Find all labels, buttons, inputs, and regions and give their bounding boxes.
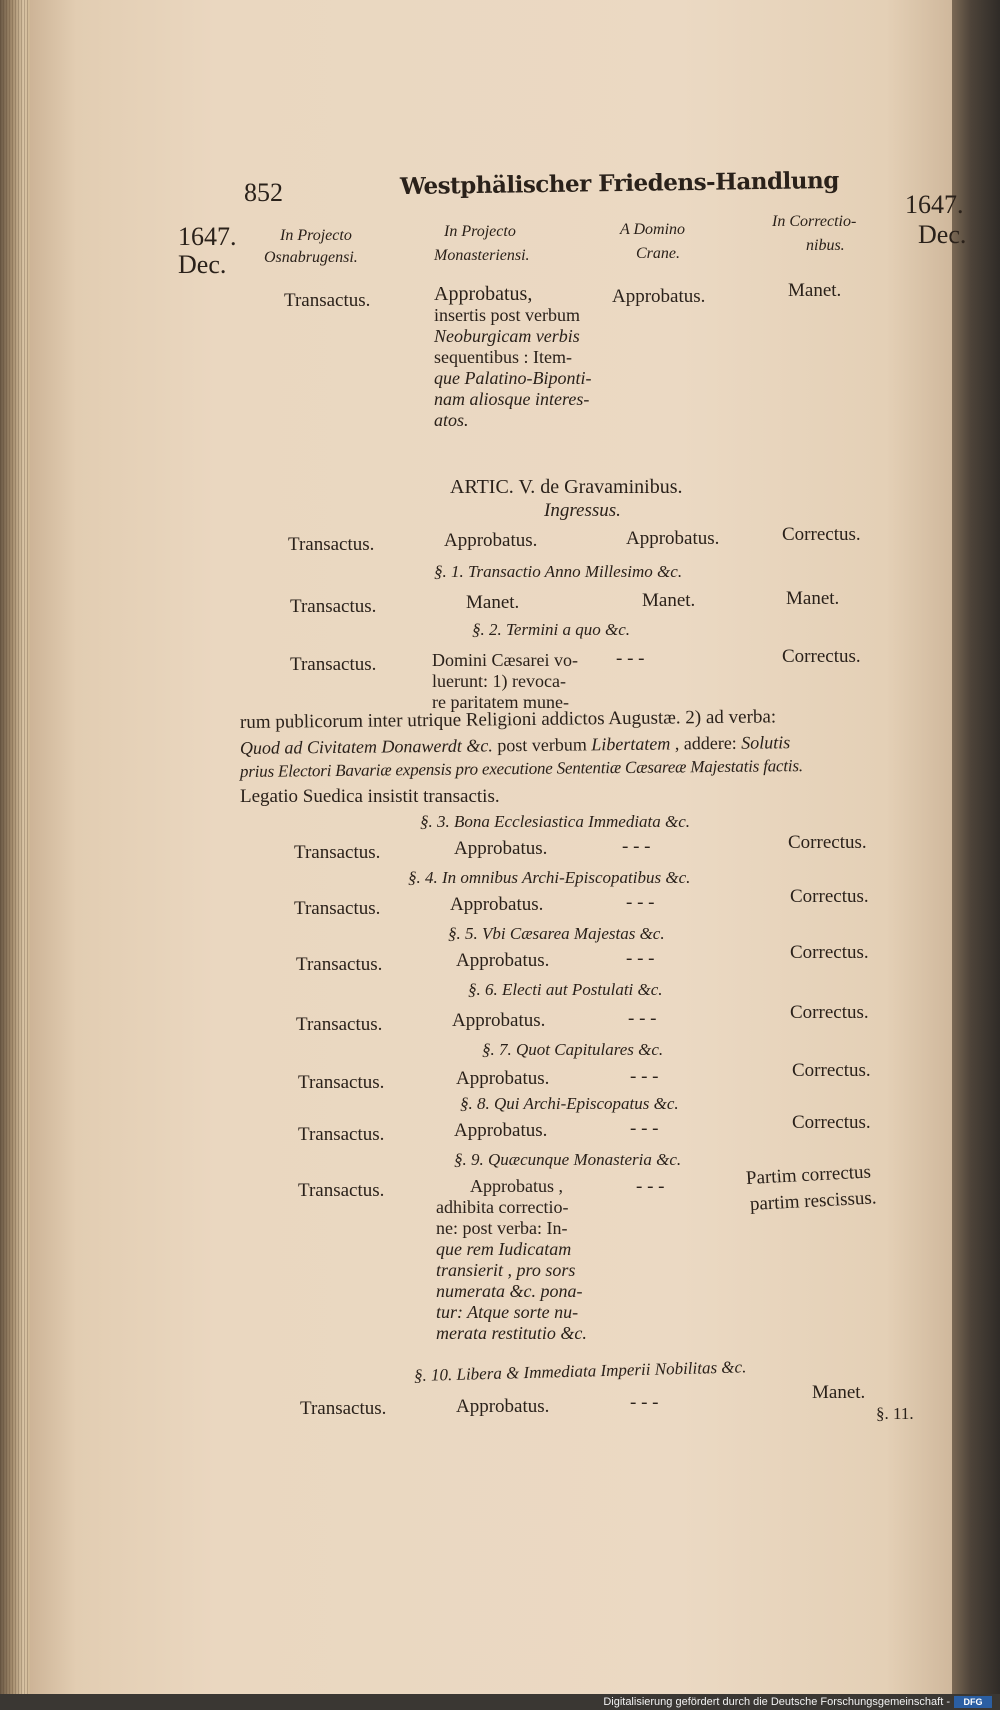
section5-col1: Transactus. [296, 954, 383, 975]
section4-heading: §. 4. In omnibus Archi-Episcopatibus &c. [408, 868, 691, 887]
running-head: Westphälischer Friedens-Handlung [399, 166, 839, 201]
catchword: §. 11. [876, 1404, 914, 1423]
row0-col2-line: Approbatus, [434, 283, 533, 305]
col1-heading-line1: In Projecto [280, 227, 352, 244]
section6-col4: Correctus. [790, 1002, 869, 1023]
section1-heading: §. 1. Transactio Anno Millesimo &c. [434, 562, 683, 581]
col1-heading-line2: Osnabrugensi. [264, 249, 358, 266]
section2-col2-block [432, 650, 612, 713]
section3-heading: §. 3. Bona Ecclesiastica Immediata &c. [420, 812, 691, 831]
row0-col2-line: atos. [434, 410, 469, 430]
section5-heading: §. 5. Vbi Cæsarea Majestas &c. [448, 924, 665, 943]
section7-col2: Approbatus. [456, 1068, 550, 1089]
section8-col1: Transactus. [298, 1124, 385, 1145]
continuation-phrase: Quod ad Civitatem Donawerdt &c. [239, 735, 493, 758]
section6-col2: Approbatus. [452, 1010, 546, 1031]
section5-col2: Approbatus. [456, 950, 550, 971]
section7-col1: Transactus. [298, 1072, 385, 1093]
section10-col4: Manet. [812, 1382, 866, 1403]
section9-col2-line: ne: post verba: In- [436, 1218, 568, 1238]
section2-col2-line: re paritatem mune- [432, 692, 569, 712]
section8-col4: Correctus. [792, 1112, 871, 1133]
section3-col1: Transactus. [294, 842, 381, 863]
section10-heading: §. 10. Libera & Immediata Imperii Nobilitas &c. [413, 1357, 747, 1385]
row0-col2-line: insertis post verbum [434, 305, 580, 325]
section7-dashes: - - - [630, 1066, 659, 1087]
section4-col2: Approbatus. [450, 894, 544, 915]
section6-col1: Transactus. [296, 1014, 383, 1035]
section2-col2-line: luerunt: 1) revoca- [432, 671, 566, 691]
section3-col4: Correctus. [788, 832, 867, 853]
section9-dashes: - - - [636, 1176, 665, 1197]
ingressus-col4: Correctus. [782, 524, 861, 545]
section5-col4: Correctus. [790, 942, 869, 963]
continuation-phrase: post verbum [492, 734, 592, 756]
row0-col2-line: sequentibus : Item- [434, 347, 572, 367]
continuation-phrase: Libertatem [591, 733, 671, 755]
section9-col2-block [436, 1176, 626, 1344]
section1-col4: Manet. [786, 588, 840, 609]
section9-col2-line: que rem Iudicatam [436, 1239, 572, 1259]
section2-heading: §. 2. Termini a quo &c. [472, 620, 631, 639]
article-title: ARTIC. V. de Gravaminibus. [450, 476, 683, 498]
row0-col2-line: Neoburgicam verbis [434, 326, 580, 346]
section8-heading: §. 8. Qui Archi-Episcopatus &c. [460, 1094, 679, 1113]
footer-credit: Digitalisierung gefördert durch die Deutsche Forschungsgemeinschaft - [603, 1696, 950, 1708]
col4-heading-line1: In Correctio- [772, 213, 857, 230]
row0-col1: Transactus. [284, 290, 371, 311]
row0-col2-block [434, 284, 614, 431]
row0-col3: Approbatus. [612, 286, 706, 307]
section9-col2-line: transierit , pro sors [436, 1260, 576, 1280]
col4-heading-line2: nibus. [806, 237, 845, 254]
continuation-phrase: , addere: [670, 732, 742, 754]
page-number: 852 [244, 178, 283, 207]
section2-continuation-line3: prius Electori Bavariæ expensis pro executione Sententiæ Cæsareæ Majestatis factis. [239, 756, 803, 781]
section3-dashes: - - - [622, 836, 651, 857]
section8-col2: Approbatus. [454, 1120, 548, 1141]
section9-col2-line: adhibita correctio- [436, 1197, 569, 1217]
ingressus-col2: Approbatus. [444, 530, 538, 551]
article-ingressus: Ingressus. [544, 500, 621, 521]
col3-heading-line1: A Domino [620, 221, 686, 238]
section10-dashes: - - - [630, 1392, 659, 1413]
continuation-phrase: Solutis [741, 732, 791, 753]
section9-col2-line: merata restitutio &c. [436, 1323, 587, 1343]
section2-continuation-line1: rum publicorum inter utrique Religioni addictos Augustæ. 2) ad verba: [239, 706, 777, 733]
section1-col2: Manet. [466, 592, 520, 613]
book-left-edge [0, 0, 34, 1700]
section9-col4-line2: partim rescissus. [749, 1187, 878, 1215]
year-left: 1647. [178, 222, 237, 251]
section2-dashes: - - - [616, 648, 645, 669]
ingressus-col3: Approbatus. [626, 528, 720, 549]
row0-col2-line: que Palatino-Biponti- [434, 368, 592, 388]
section2-col1: Transactus. [290, 654, 377, 675]
col3-heading-line2: Crane. [636, 245, 680, 262]
section10-col2: Approbatus. [456, 1396, 550, 1417]
book-right-shadow [952, 0, 1000, 1694]
section9-col1: Transactus. [298, 1180, 385, 1201]
section9-col2-line: tur: Atque sorte nu- [436, 1302, 579, 1322]
section4-col1: Transactus. [294, 898, 381, 919]
year-right: 1647. [905, 190, 964, 219]
section2-col4: Correctus. [782, 646, 861, 667]
section3-col2: Approbatus. [454, 838, 548, 859]
section2-continuation-line4: Legatio Suedica insistit transactis. [240, 786, 500, 807]
section7-col4: Correctus. [792, 1060, 871, 1081]
month-left: Dec. [178, 250, 227, 279]
section1-col1: Transactus. [290, 596, 377, 617]
col2-heading-line1: In Projecto [444, 223, 516, 240]
section1-col3: Manet. [642, 590, 696, 611]
ingressus-col1: Transactus. [288, 534, 375, 555]
section6-heading: §. 6. Electi aut Postulati &c. [468, 980, 663, 999]
section2-col2-line: Domini Cæsarei vo- [432, 650, 578, 670]
section6-dashes: - - - [628, 1008, 657, 1029]
col2-heading-line2: Monasteriensi. [434, 247, 530, 264]
section9-col2-line: Approbatus , [470, 1176, 563, 1196]
section8-dashes: - - - [630, 1118, 659, 1139]
section9-col4-line1: Partim correctus [745, 1161, 872, 1189]
row0-col2-line: nam aliosque interes- [434, 389, 590, 409]
section7-heading: §. 7. Quot Capitulares &c. [482, 1040, 664, 1059]
dfg-logo: DFG [954, 1696, 992, 1708]
month-right: Dec. [918, 220, 967, 249]
section4-dashes: - - - [626, 892, 655, 913]
section10-col1: Transactus. [300, 1398, 387, 1419]
row0-col4: Manet. [788, 280, 842, 301]
section9-col2-line: numerata &c. pona- [436, 1281, 583, 1301]
section4-col4: Correctus. [790, 886, 869, 907]
section9-heading: §. 9. Quæcunque Monasteria &c. [454, 1150, 682, 1169]
section5-dashes: - - - [626, 948, 655, 969]
